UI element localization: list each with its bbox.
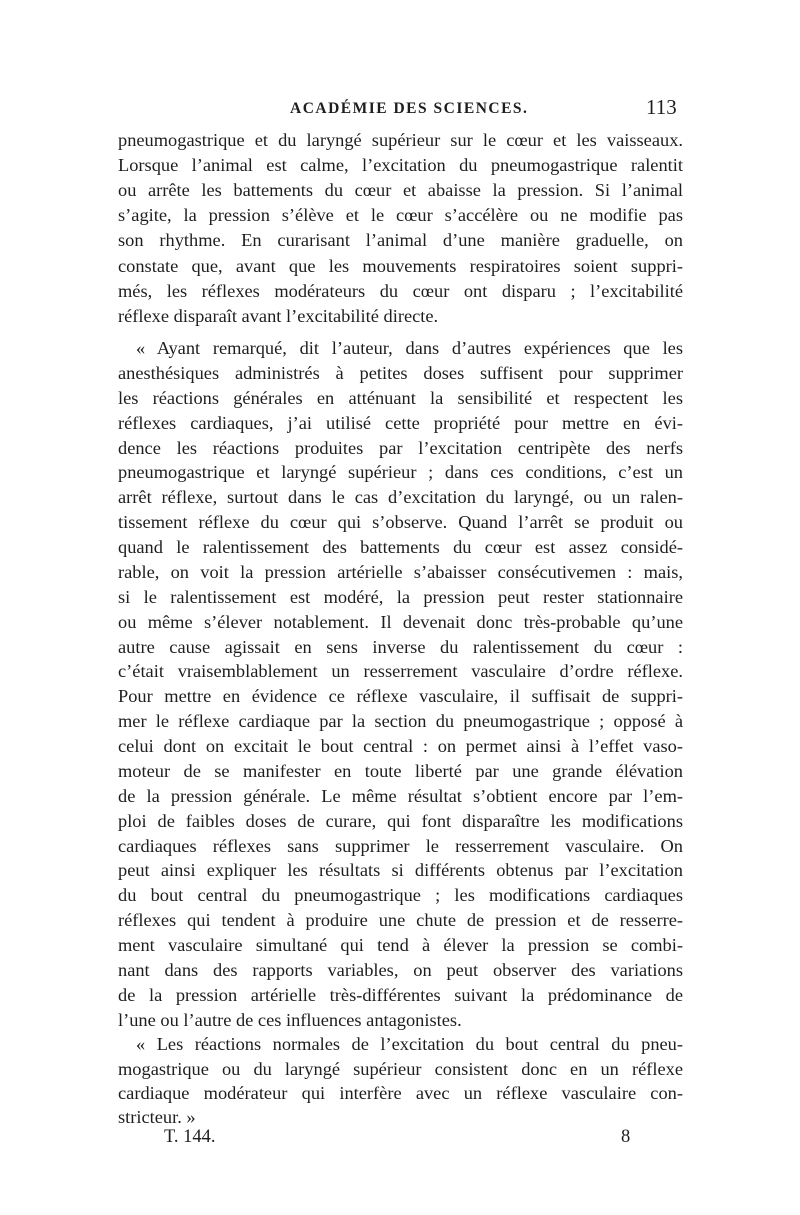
text-line: pneumogastrique et du laryngé supérieur sur le cœur et les vaisseaux. [118, 130, 683, 150]
text-line: « Ayant remarqué, dit l’auteur, dans d’autres expériences que les [136, 338, 683, 358]
text-line: réflexes cardiaques, j’ai utilisé cette propriété pour mettre en évi- [118, 413, 683, 433]
text-line: arrêt réflexe, surtout dans le cas d’excitation du laryngé, ou un ralen- [118, 487, 683, 507]
volume-label: T. 144. [164, 1127, 216, 1147]
text-line: celui dont on excitait le bout central : on permet ainsi à l’effet vaso- [118, 736, 683, 756]
text-line: rable, on voit la pression artérielle s’abaisser consécutivemen : mais, [118, 562, 683, 582]
text-line: dence les réactions produites par l’excitation centripète des nerfs [118, 438, 683, 458]
text-line: pneumogastrique et laryngé supérieur ; dans ces conditions, c’est un [118, 462, 683, 482]
text-line: ploi de faibles doses de curare, qui font disparaître les modifications [118, 811, 683, 831]
text-line: si le ralentissement est modéré, la pression peut rester stationnaire [118, 587, 683, 607]
text-line: cardiaque modérateur qui interfère avec un réflexe vasculaire con- [118, 1083, 683, 1103]
text-line: anesthésiques administrés à petites doses suffisent pour supprimer [118, 363, 683, 383]
text-line: mer le réflexe cardiaque par la section du pneumogastrique ; opposé à [118, 711, 683, 731]
text-line: du bout central du pneumogastrique ; les modifications cardiaques [118, 885, 683, 905]
text-line: nant dans des rapports variables, on peut observer des variations [118, 960, 683, 980]
text-line: stricteur. » [118, 1107, 196, 1127]
page-number: 113 [646, 95, 677, 119]
text-line: l’une ou l’autre de ces influences antagonistes. [118, 1010, 462, 1030]
text-line: ou même s’élever notablement. Il devenait donc très-probable qu’une [118, 612, 683, 632]
text-line: c’était vraisemblablement un resserrement vasculaire d’ordre réflexe. [118, 661, 683, 681]
text-line: de la pression artérielle très-différentes suivant la prédominance de [118, 985, 683, 1005]
text-line: moteur de se manifester en toute liberté par une grande élévation [118, 761, 683, 781]
text-line: ment vasculaire simultané qui tend à élever la pression se combi- [118, 935, 683, 955]
text-line: de la pression générale. Le même résultat s’obtient encore par l’em- [118, 786, 683, 806]
text-line: réflexe disparaît avant l’excitabilité directe. [118, 306, 439, 326]
text-line: s’agite, la pression s’élève et le cœur s’accélère ou ne modifie pas [118, 205, 683, 225]
text-line: Lorsque l’animal est calme, l’excitation du pneumogastrique ralentit [118, 155, 683, 175]
text-line: mogastrique ou du laryngé supérieur consistent donc en un réflexe [118, 1059, 683, 1079]
text-line: Pour mettre en évidence ce réflexe vasculaire, il suffisait de suppri- [118, 686, 683, 706]
signature-mark: 8 [621, 1127, 631, 1147]
text-line: peut ainsi expliquer les résultats si différents obtenus par l’excitation [118, 860, 683, 880]
text-line: « Les réactions normales de l’excitation du bout central du pneu- [136, 1034, 683, 1054]
text-line: réflexes qui tendent à produire une chute de pression et de resserre- [118, 910, 683, 930]
text-line: autre cause agissait en sens inverse du ralentissement du cœur : [118, 637, 683, 657]
text-line: cardiaques réflexes sans supprimer le resserrement vasculaire. On [118, 836, 683, 856]
text-line: son rhythme. En curarisant l’animal d’une manière graduelle, on [118, 230, 683, 250]
text-line: ou arrête les battements du cœur et abaisse la pression. Si l’animal [118, 180, 683, 200]
text-line: més, les réflexes modérateurs du cœur ont disparu ; l’excitabilité [118, 281, 683, 301]
text-line: constate que, avant que les mouvements respiratoires soient suppri- [118, 256, 683, 276]
text-line: tissement réflexe du cœur qui s’observe. Quand l’arrêt se produit ou [118, 512, 683, 532]
text-line: quand le ralentissement des battements du cœur est assez considé- [118, 537, 683, 557]
header-title: ACADÉMIE DES SCIENCES. [290, 100, 529, 117]
text-line: les réactions générales en atténuant la sensibilité et respectent les [118, 388, 683, 408]
